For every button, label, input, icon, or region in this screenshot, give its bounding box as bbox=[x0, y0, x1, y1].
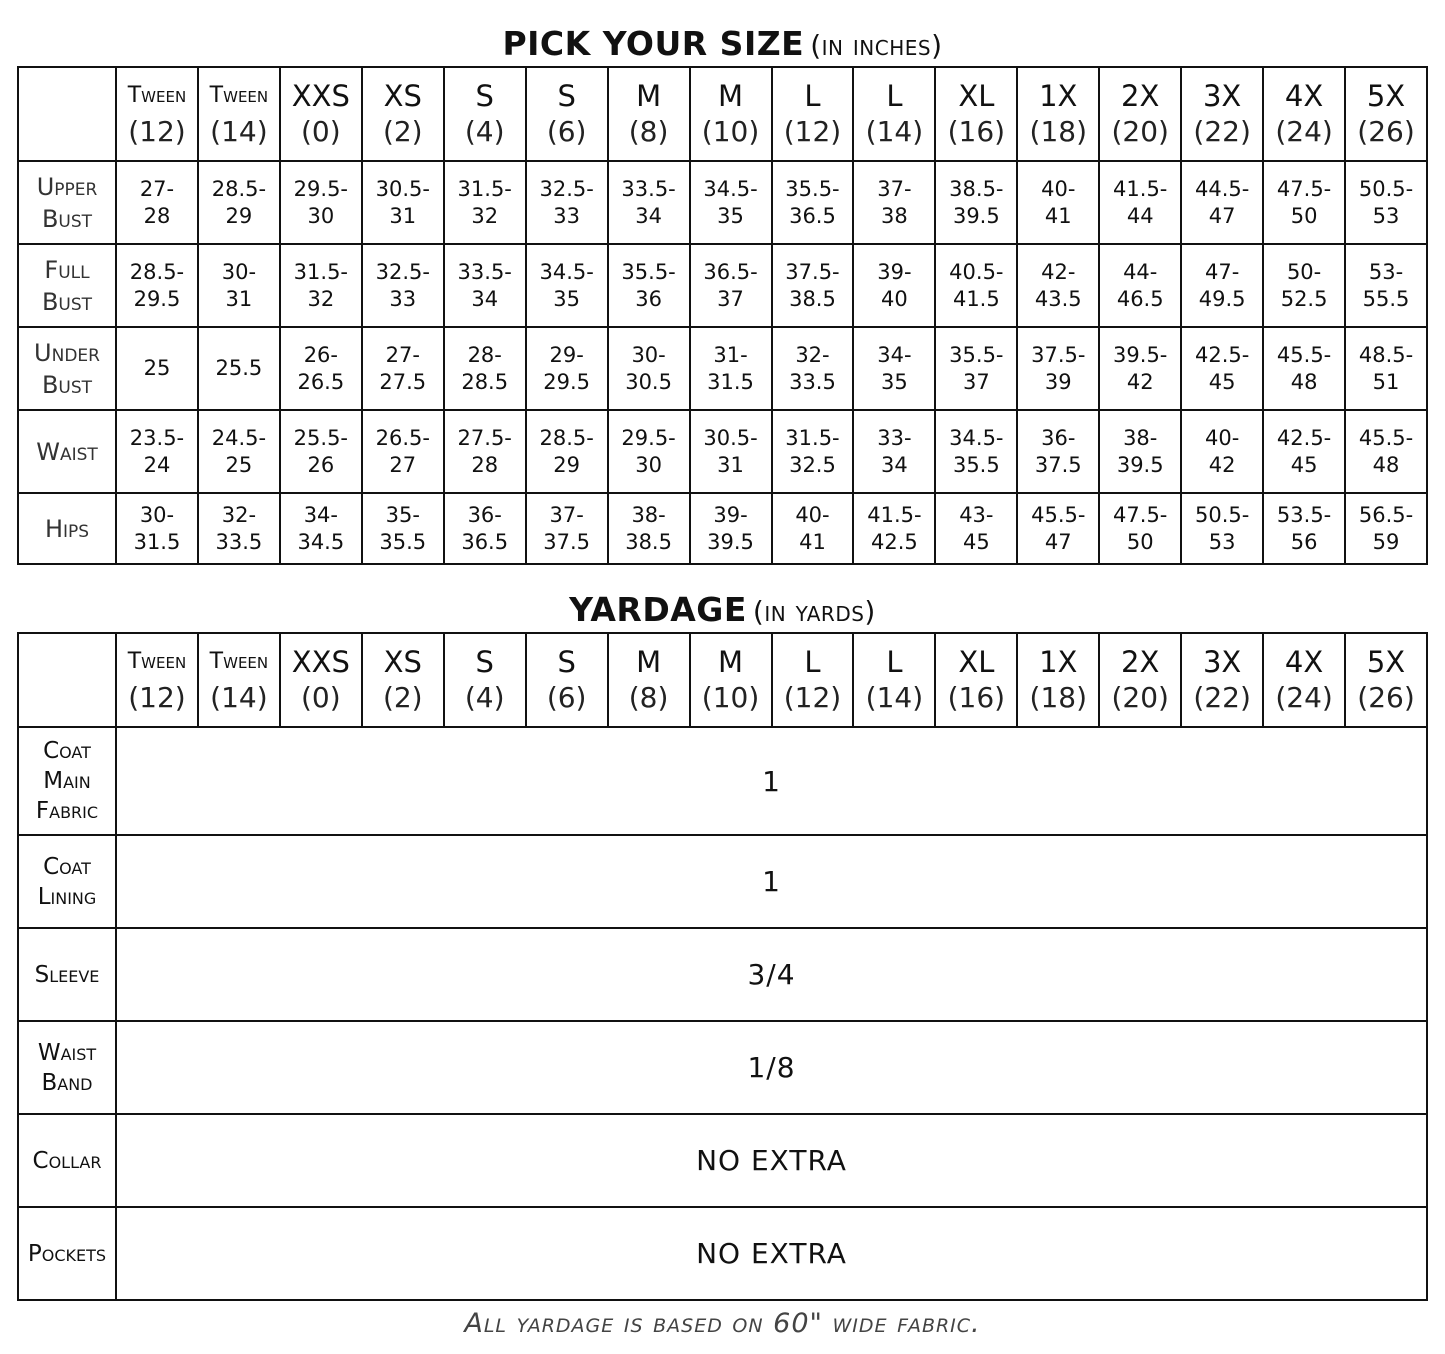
size-chart-size-header bbox=[1017, 67, 1099, 161]
size-number: (16) bbox=[947, 681, 1006, 714]
size-number: (14) bbox=[210, 115, 268, 148]
measurement-value: 50.5- 53 bbox=[1181, 493, 1263, 564]
measurement-label: Upper Bust bbox=[18, 161, 116, 244]
yardage-chart-size-header bbox=[772, 633, 854, 727]
measurement-value: 29.5- 30 bbox=[608, 410, 690, 493]
yardage-chart-size-header bbox=[526, 633, 608, 727]
size-number: (0) bbox=[301, 115, 341, 148]
size-name: S bbox=[557, 645, 576, 679]
measurement-value: 31.5- 32 bbox=[280, 244, 362, 327]
yardage-label: Collar bbox=[18, 1114, 116, 1207]
measurement-value: 47.5- 50 bbox=[1099, 493, 1181, 564]
measurement-value: 44.5- 47 bbox=[1181, 161, 1263, 244]
size-chart-size-header bbox=[280, 67, 362, 161]
measurement-value: 27- 28 bbox=[116, 161, 198, 244]
yardage-row bbox=[18, 835, 1427, 928]
size-name: M bbox=[718, 79, 744, 113]
measurement-value: 34- 34.5 bbox=[280, 493, 362, 564]
measurement-value: 36- 36.5 bbox=[444, 493, 526, 564]
measurement-value: 40- 41 bbox=[1017, 161, 1099, 244]
yardage-chart-table bbox=[17, 632, 1428, 1301]
yardage-value: 1 bbox=[116, 727, 1427, 835]
size-number: (18) bbox=[1029, 681, 1088, 714]
size-number: (24) bbox=[1275, 681, 1333, 714]
measurement-row bbox=[18, 410, 1427, 493]
size-chart-size-header bbox=[362, 67, 444, 161]
size-chart-size-header bbox=[116, 67, 198, 161]
size-name: S bbox=[557, 79, 576, 113]
yardage-label: Sleeve bbox=[18, 928, 116, 1021]
measurement-value: 41.5- 42.5 bbox=[853, 493, 935, 564]
size-number: (26) bbox=[1357, 115, 1415, 148]
size-chart-title bbox=[0, 24, 1445, 63]
measurement-value: 42.5- 45 bbox=[1181, 327, 1263, 410]
measurement-value: 40- 42 bbox=[1181, 410, 1263, 493]
size-number: (6) bbox=[546, 115, 587, 148]
measurement-row bbox=[18, 327, 1427, 410]
measurement-value: 34.5- 35 bbox=[526, 244, 608, 327]
size-number: (20) bbox=[1111, 681, 1169, 714]
size-chart-size-header bbox=[690, 67, 772, 161]
measurement-value: 28.5- 29.5 bbox=[116, 244, 198, 327]
size-number: (20) bbox=[1111, 115, 1169, 148]
measurement-label: Waist bbox=[18, 410, 116, 493]
yardage-label: Coat Lining bbox=[18, 835, 116, 928]
measurement-value: 34.5- 35 bbox=[690, 161, 772, 244]
measurement-label: Under Bust bbox=[18, 327, 116, 410]
size-header-row bbox=[18, 67, 1427, 161]
size-name: 4X bbox=[1284, 645, 1324, 679]
measurement-value: 53.5- 56 bbox=[1263, 493, 1345, 564]
yardage-chart-size-header bbox=[935, 633, 1017, 727]
size-name: 1X bbox=[1039, 645, 1078, 679]
measurement-value: 37.5- 38.5 bbox=[772, 244, 854, 327]
measurement-value: 33.5- 34 bbox=[444, 244, 526, 327]
size-number: (8) bbox=[628, 681, 669, 714]
measurement-value: 25.5- 26 bbox=[280, 410, 362, 493]
size-number: (2) bbox=[382, 115, 423, 148]
measurement-value: 25 bbox=[116, 327, 198, 410]
size-name: XL bbox=[958, 79, 995, 113]
size-name: Tween bbox=[209, 649, 269, 674]
size-name: XS bbox=[383, 79, 422, 113]
measurement-value: 25.5 bbox=[198, 327, 280, 410]
size-number: (4) bbox=[464, 115, 505, 148]
measurement-value: 38.5- 39.5 bbox=[935, 161, 1017, 244]
yardage-value: NO EXTRA bbox=[116, 1114, 1427, 1207]
measurement-value: 47- 49.5 bbox=[1181, 244, 1263, 327]
measurement-row bbox=[18, 244, 1427, 327]
size-chart-table bbox=[17, 66, 1428, 565]
measurement-value: 33.5- 34 bbox=[608, 161, 690, 244]
size-number: (22) bbox=[1193, 681, 1251, 714]
size-name: 5X bbox=[1366, 79, 1406, 113]
measurement-value: 30.5- 31 bbox=[362, 161, 444, 244]
measurement-value: 23.5- 24 bbox=[116, 410, 198, 493]
size-chart-size-header bbox=[526, 67, 608, 161]
measurement-value: 35- 35.5 bbox=[362, 493, 444, 564]
measurement-value: 28.5- 29 bbox=[526, 410, 608, 493]
size-name: L bbox=[804, 645, 821, 679]
measurement-value: 39- 39.5 bbox=[690, 493, 772, 564]
measurement-value: 35.5- 36 bbox=[608, 244, 690, 327]
size-name: S bbox=[475, 79, 494, 113]
measurement-value: 28- 28.5 bbox=[444, 327, 526, 410]
size-name: Tween bbox=[209, 83, 269, 108]
measurement-value: 34- 35 bbox=[853, 327, 935, 410]
measurement-value: 50.5- 53 bbox=[1345, 161, 1427, 244]
yardage-row bbox=[18, 727, 1427, 835]
size-chart-size-header bbox=[444, 67, 526, 161]
measurement-label: Full Bust bbox=[18, 244, 116, 327]
size-name: M bbox=[636, 79, 662, 113]
yardage-value: 1/8 bbox=[116, 1021, 1427, 1114]
measurement-value: 32- 33.5 bbox=[772, 327, 854, 410]
yardage-chart-size-header bbox=[1263, 633, 1345, 727]
size-number: (16) bbox=[947, 115, 1006, 148]
measurement-value: 40- 41 bbox=[772, 493, 854, 564]
size-number: (2) bbox=[382, 681, 423, 714]
size-number: (14) bbox=[865, 115, 924, 148]
size-number: (14) bbox=[865, 681, 924, 714]
measurement-label: Hips bbox=[18, 493, 116, 564]
measurement-value: 48.5- 51 bbox=[1345, 327, 1427, 410]
size-number: (22) bbox=[1193, 115, 1251, 148]
measurement-value: 42- 43.5 bbox=[1017, 244, 1099, 327]
size-name: Tween bbox=[127, 649, 187, 674]
size-number: (10) bbox=[701, 115, 760, 148]
measurement-value: 32.5- 33 bbox=[362, 244, 444, 327]
size-number: (12) bbox=[128, 681, 186, 714]
size-chart-unit: (in inches) bbox=[810, 29, 943, 62]
size-name: XS bbox=[383, 645, 422, 679]
size-number: (10) bbox=[701, 681, 760, 714]
size-number: (12) bbox=[128, 115, 186, 148]
size-name: 1X bbox=[1039, 79, 1078, 113]
size-chart-size-header bbox=[198, 67, 280, 161]
measurement-value: 26- 26.5 bbox=[280, 327, 362, 410]
size-chart-size-header bbox=[1181, 67, 1263, 161]
yardage-chart-heading: YARDAGE bbox=[569, 590, 747, 629]
measurement-value: 30.5- 31 bbox=[690, 410, 772, 493]
measurement-value: 35.5- 36.5 bbox=[772, 161, 854, 244]
measurement-value: 53- 55.5 bbox=[1345, 244, 1427, 327]
measurement-value: 29- 29.5 bbox=[526, 327, 608, 410]
measurement-value: 45.5- 48 bbox=[1263, 327, 1345, 410]
yardage-chart-size-header bbox=[690, 633, 772, 727]
measurement-value: 30- 30.5 bbox=[608, 327, 690, 410]
measurement-value: 36- 37.5 bbox=[1017, 410, 1099, 493]
size-number: (8) bbox=[628, 115, 669, 148]
size-name: 2X bbox=[1121, 645, 1160, 679]
measurement-row bbox=[18, 161, 1427, 244]
size-name: 2X bbox=[1121, 79, 1160, 113]
size-name: 5X bbox=[1366, 645, 1406, 679]
measurement-value: 36.5- 37 bbox=[690, 244, 772, 327]
size-number: (18) bbox=[1029, 115, 1088, 148]
measurement-value: 33- 34 bbox=[853, 410, 935, 493]
measurement-value: 32- 33.5 bbox=[198, 493, 280, 564]
measurement-value: 37- 37.5 bbox=[526, 493, 608, 564]
size-name: L bbox=[804, 79, 821, 113]
size-number: (24) bbox=[1275, 115, 1333, 148]
measurement-value: 40.5- 41.5 bbox=[935, 244, 1017, 327]
measurement-value: 30- 31.5 bbox=[116, 493, 198, 564]
measurement-value: 37.5- 39 bbox=[1017, 327, 1099, 410]
measurement-value: 39- 40 bbox=[853, 244, 935, 327]
yardage-chart-size-header bbox=[608, 633, 690, 727]
size-name: XXS bbox=[291, 645, 350, 679]
yardage-value: 1 bbox=[116, 835, 1427, 928]
size-chart-size-header bbox=[1345, 67, 1427, 161]
measurement-value: 38- 38.5 bbox=[608, 493, 690, 564]
size-name: S bbox=[475, 645, 494, 679]
measurement-value: 24.5- 25 bbox=[198, 410, 280, 493]
measurement-value: 45.5- 47 bbox=[1017, 493, 1099, 564]
measurement-value: 27- 27.5 bbox=[362, 327, 444, 410]
size-name: Tween bbox=[127, 83, 187, 108]
measurement-value: 47.5- 50 bbox=[1263, 161, 1345, 244]
size-chart-size-header bbox=[1263, 67, 1345, 161]
yardage-chart-corner-cell bbox=[18, 633, 116, 727]
measurement-value: 31.5- 32 bbox=[444, 161, 526, 244]
yardage-row bbox=[18, 1207, 1427, 1300]
yardage-label: Pockets bbox=[18, 1207, 116, 1300]
size-name: M bbox=[636, 645, 662, 679]
yardage-chart-size-header bbox=[1181, 633, 1263, 727]
size-number: (6) bbox=[546, 681, 587, 714]
size-name: XL bbox=[958, 645, 995, 679]
measurement-value: 50- 52.5 bbox=[1263, 244, 1345, 327]
measurement-value: 29.5- 30 bbox=[280, 161, 362, 244]
yardage-chart-size-header bbox=[853, 633, 935, 727]
size-name: L bbox=[886, 645, 903, 679]
size-name: 4X bbox=[1284, 79, 1324, 113]
yardage-value: 3/4 bbox=[116, 928, 1427, 1021]
measurement-value: 43- 45 bbox=[935, 493, 1017, 564]
measurement-value: 31.5- 32.5 bbox=[772, 410, 854, 493]
measurement-value: 26.5- 27 bbox=[362, 410, 444, 493]
size-name: L bbox=[886, 79, 903, 113]
measurement-value: 37- 38 bbox=[853, 161, 935, 244]
size-name: XXS bbox=[291, 79, 350, 113]
measurement-value: 56.5- 59 bbox=[1345, 493, 1427, 564]
measurement-value: 41.5- 44 bbox=[1099, 161, 1181, 244]
size-name: M bbox=[718, 645, 744, 679]
measurement-value: 44- 46.5 bbox=[1099, 244, 1181, 327]
measurement-value: 28.5- 29 bbox=[198, 161, 280, 244]
yardage-chart-size-header bbox=[198, 633, 280, 727]
yardage-row bbox=[18, 1114, 1427, 1207]
size-name: 3X bbox=[1202, 79, 1242, 113]
measurement-value: 30- 31 bbox=[198, 244, 280, 327]
size-name: 3X bbox=[1202, 645, 1242, 679]
yardage-chart-unit: (in yards) bbox=[752, 595, 876, 628]
size-chart-size-header bbox=[1099, 67, 1181, 161]
size-chart-size-header bbox=[935, 67, 1017, 161]
yardage-row bbox=[18, 1021, 1427, 1114]
size-number: (26) bbox=[1357, 681, 1415, 714]
measurement-value: 35.5- 37 bbox=[935, 327, 1017, 410]
yardage-chart-size-header bbox=[116, 633, 198, 727]
measurement-row bbox=[18, 493, 1427, 564]
size-number: (14) bbox=[210, 681, 268, 714]
yardage-chart-size-header bbox=[1017, 633, 1099, 727]
size-chart-size-header bbox=[772, 67, 854, 161]
measurement-value: 39.5- 42 bbox=[1099, 327, 1181, 410]
measurement-value: 31- 31.5 bbox=[690, 327, 772, 410]
yardage-chart-size-header bbox=[1099, 633, 1181, 727]
size-number: (12) bbox=[783, 115, 842, 148]
yardage-chart-size-header bbox=[1345, 633, 1427, 727]
yardage-label: Waist Band bbox=[18, 1021, 116, 1114]
size-chart-heading: PICK YOUR SIZE bbox=[502, 24, 805, 63]
yardage-value: NO EXTRA bbox=[116, 1207, 1427, 1300]
yardage-chart-size-header bbox=[444, 633, 526, 727]
yardage-row bbox=[18, 928, 1427, 1021]
size-number: (0) bbox=[301, 681, 341, 714]
size-chart-size-header bbox=[608, 67, 690, 161]
size-number: (12) bbox=[783, 681, 842, 714]
size-chart-size-header bbox=[853, 67, 935, 161]
measurement-value: 34.5- 35.5 bbox=[935, 410, 1017, 493]
measurement-value: 45.5- 48 bbox=[1345, 410, 1427, 493]
measurement-value: 38- 39.5 bbox=[1099, 410, 1181, 493]
size-number: (4) bbox=[464, 681, 505, 714]
yardage-chart-size-header bbox=[280, 633, 362, 727]
size-chart-corner-cell bbox=[18, 67, 116, 161]
yardage-chart-title bbox=[0, 590, 1445, 629]
yardage-label: Coat Main Fabric bbox=[18, 727, 116, 835]
yardage-chart-size-header bbox=[362, 633, 444, 727]
yardage-header-row bbox=[18, 633, 1427, 727]
measurement-value: 32.5- 33 bbox=[526, 161, 608, 244]
yardage-footnote: All yardage is based on 60" wide fabric. bbox=[464, 1308, 981, 1339]
measurement-value: 27.5- 28 bbox=[444, 410, 526, 493]
measurement-value: 42.5- 45 bbox=[1263, 410, 1345, 493]
